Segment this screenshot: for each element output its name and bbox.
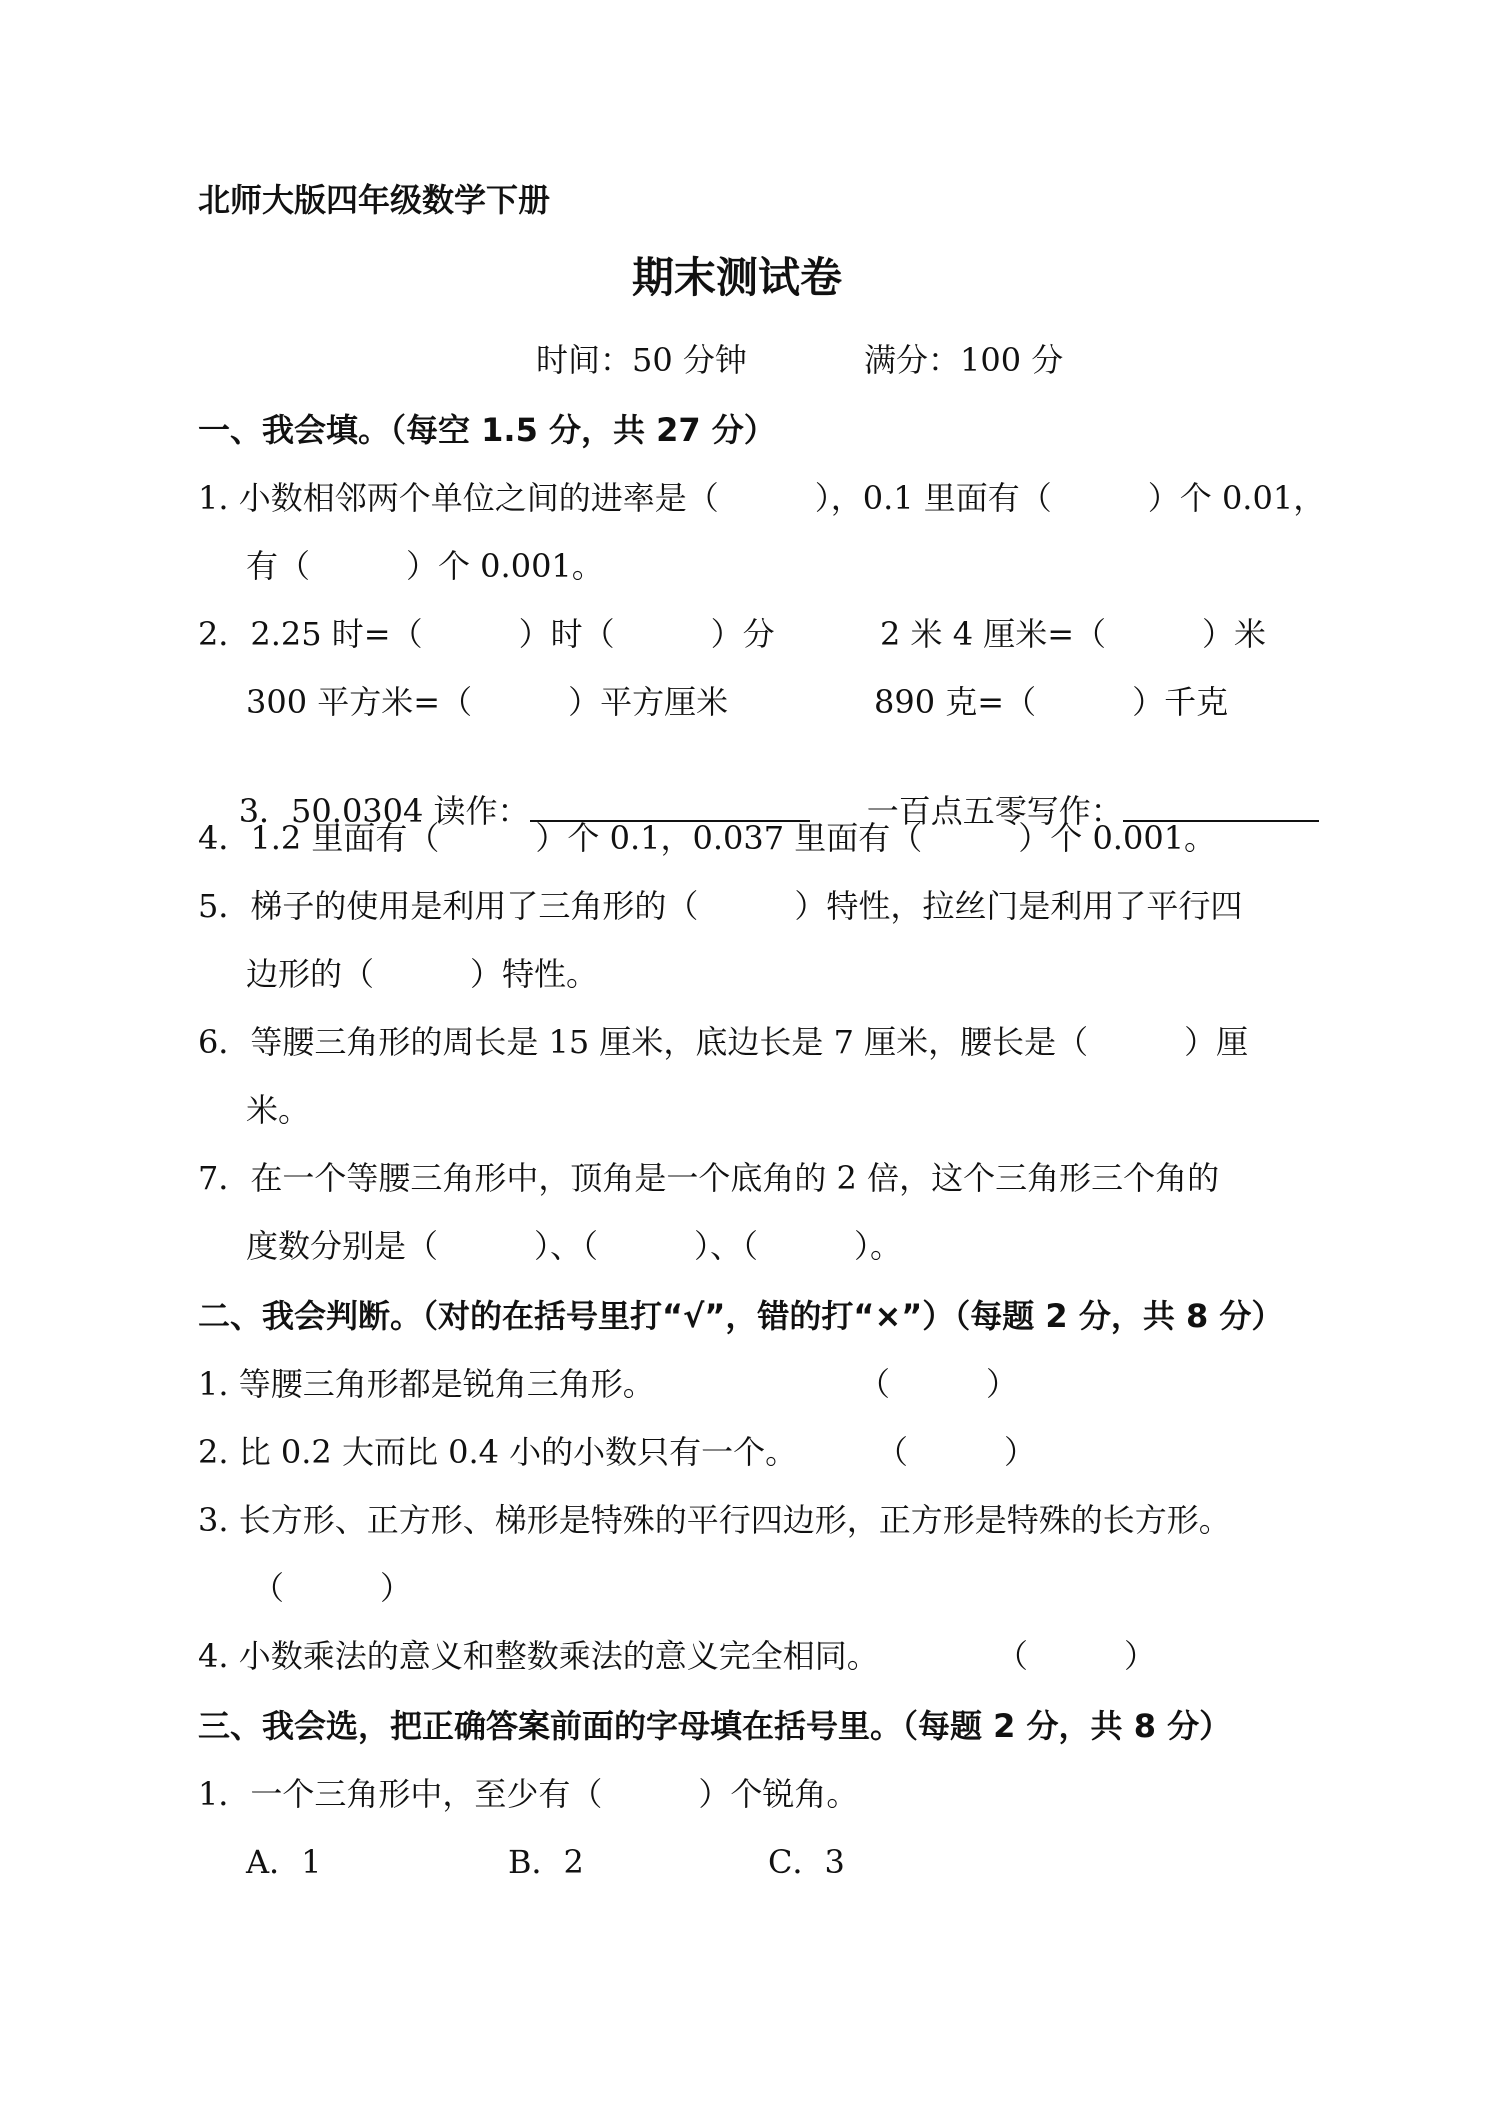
section-heading-choice: 三、我会选，把正确答案前面的字母填在括号里。（每题 2 分，共 8 分） <box>198 1707 1232 1745</box>
option-c: C．3 <box>768 1843 845 1881</box>
question-text: 300 平方米=（ ）平方厘米 <box>246 683 729 721</box>
question-text: 1. 等腰三角形都是锐角三角形。 <box>198 1365 655 1403</box>
question-text: 890 克=（ ）千克 <box>874 683 1229 721</box>
question-text: 2. 比 0.2 大而比 0.4 小的小数只有一个。 <box>198 1433 798 1471</box>
question-text: 一百点五零写作： <box>866 792 1123 830</box>
question-text: 2 米 4 厘米=（ ）米 <box>880 615 1267 653</box>
question-text: 3．50.0304 读作： <box>238 792 530 830</box>
section-heading-fill: 一、我会填。（每空 1.5 分，共 27 分） <box>198 411 776 449</box>
question-text: 1．一个三角形中，至少有（ ）个锐角。 <box>198 1775 859 1813</box>
section-heading-judge: 二、我会判断。（对的在括号里打“√”，错的打“×”）（每题 2 分，共 8 分） <box>198 1297 1284 1335</box>
answer-paren: （ ） <box>876 1433 1037 1471</box>
question-text: 4. 小数乘法的意义和整数乘法的意义完全相同。 <box>198 1637 879 1675</box>
question-text: 5．梯子的使用是利用了三角形的（ ）特性，拉丝门是利用了平行四 <box>198 887 1243 925</box>
answer-paren: （ ） <box>858 1365 1019 1403</box>
question-text: 1. 小数相邻两个单位之间的进率是（ ），0.1 里面有（ ）个 0.01， <box>198 479 1326 517</box>
time-info: 时间：50 分钟 <box>536 341 747 379</box>
question-text: 7．在一个等腰三角形中，顶角是一个底角的 2 倍，这个三角形三个角的 <box>198 1159 1220 1197</box>
question-text: 2．2.25 时=（ ）时（ ）分 <box>198 615 775 653</box>
question-text: 度数分别是（ ）、（ ）、（ ）。 <box>246 1227 903 1265</box>
question-text: 有（ ）个 0.001。 <box>246 547 604 585</box>
option-b: B．2 <box>508 1843 584 1881</box>
question-text: 米。 <box>246 1091 311 1129</box>
question-text: 边形的（ ）特性。 <box>246 955 599 993</box>
series-label: 北师大版四年级数学下册 <box>198 181 551 219</box>
page-title: 期末测试卷 <box>632 253 843 302</box>
answer-paren: （ ） <box>996 1637 1157 1675</box>
answer-paren: （ ） <box>252 1569 413 1607</box>
score-info: 满分：100 分 <box>864 341 1064 379</box>
question-text: 4．1.2 里面有（ ）个 0.1，0.037 里面有（ ）个 0.001。 <box>198 819 1217 857</box>
question-text: 3. 长方形、正方形、梯形是特殊的平行四边形，正方形是特殊的长方形。 <box>198 1501 1231 1539</box>
option-a: A．1 <box>246 1843 322 1881</box>
question-text: 6．等腰三角形的周长是 15 厘米，底边长是 7 厘米，腰长是（ ）厘 <box>198 1023 1249 1061</box>
